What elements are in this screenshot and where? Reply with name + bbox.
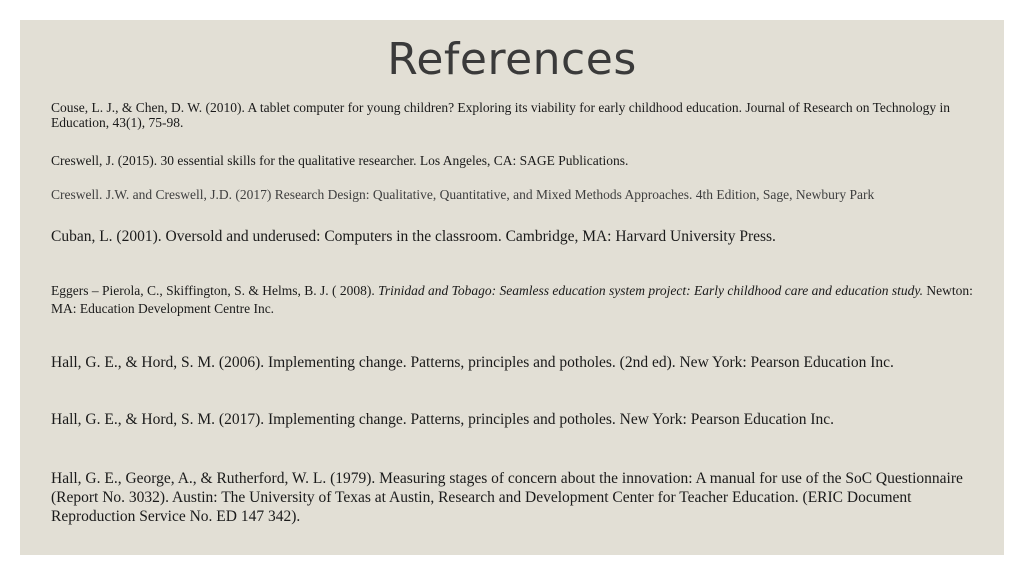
reference-eggers-title: Trinidad and Tobago: Seamless education system project: Early childhood care and education study. [378, 283, 923, 298]
reference-hall-2006: Hall, G. E., & Hord, S. M. (2006). Implementing change. Patterns, principles and potholes. (2nd ed). New York: Pearson Education Inc. [51, 354, 894, 371]
slide [20, 20, 1004, 555]
reference-hall-2017: Hall, G. E., & Hord, S. M. (2017). Implementing change. Patterns, principles and potholes. New York: Pearson Education Inc. [51, 411, 835, 428]
page-title: References [387, 34, 637, 85]
reference-creswell-2015: Creswell, J. (2015). 30 essential skills for the qualitative researcher. Los Angeles, CA: SAGE Publications. [51, 153, 629, 168]
reference-eggers-publisher: Newton: MA: Education Development Centre Inc. [51, 283, 973, 316]
reference-cuban-2001: Cuban, L. (2001). Oversold and underused: Computers in the classroom. Cambridge, MA: Harvard University Press. [51, 228, 776, 245]
reference-couse-2010: Couse, L. J., & Chen, D. W. (2010). A tablet computer for young children? Exploring its viability for early childhood education. Journal of Research on Technology in Education, 43(1), 75-98. [51, 100, 951, 130]
reference-creswell-2017: Creswell. J.W. and Creswell, J.D. (2017) Research Design: Qualitative, Quantitative, and Mixed Methods Approaches. 4th Edition, Sage, Newbury Park [51, 187, 875, 202]
reference-eggers-authors: Eggers – Pierola, C., Skiffington, S. & Helms, B. J. ( 2008). [51, 283, 379, 298]
reference-eggers-2008 [51, 282, 996, 318]
reference-hall-1979: Hall, G. E., George, A., & Rutherford, W. L. (1979). Measuring stages of concern about the innovation: A manual for use of the SoC Questionnaire (Report No. 3032). Austin: The University of Texas at Austin, Research and Development Center for Teacher Education. (ERIC Document Reproduction Service No. ED 147 342). [51, 470, 963, 525]
